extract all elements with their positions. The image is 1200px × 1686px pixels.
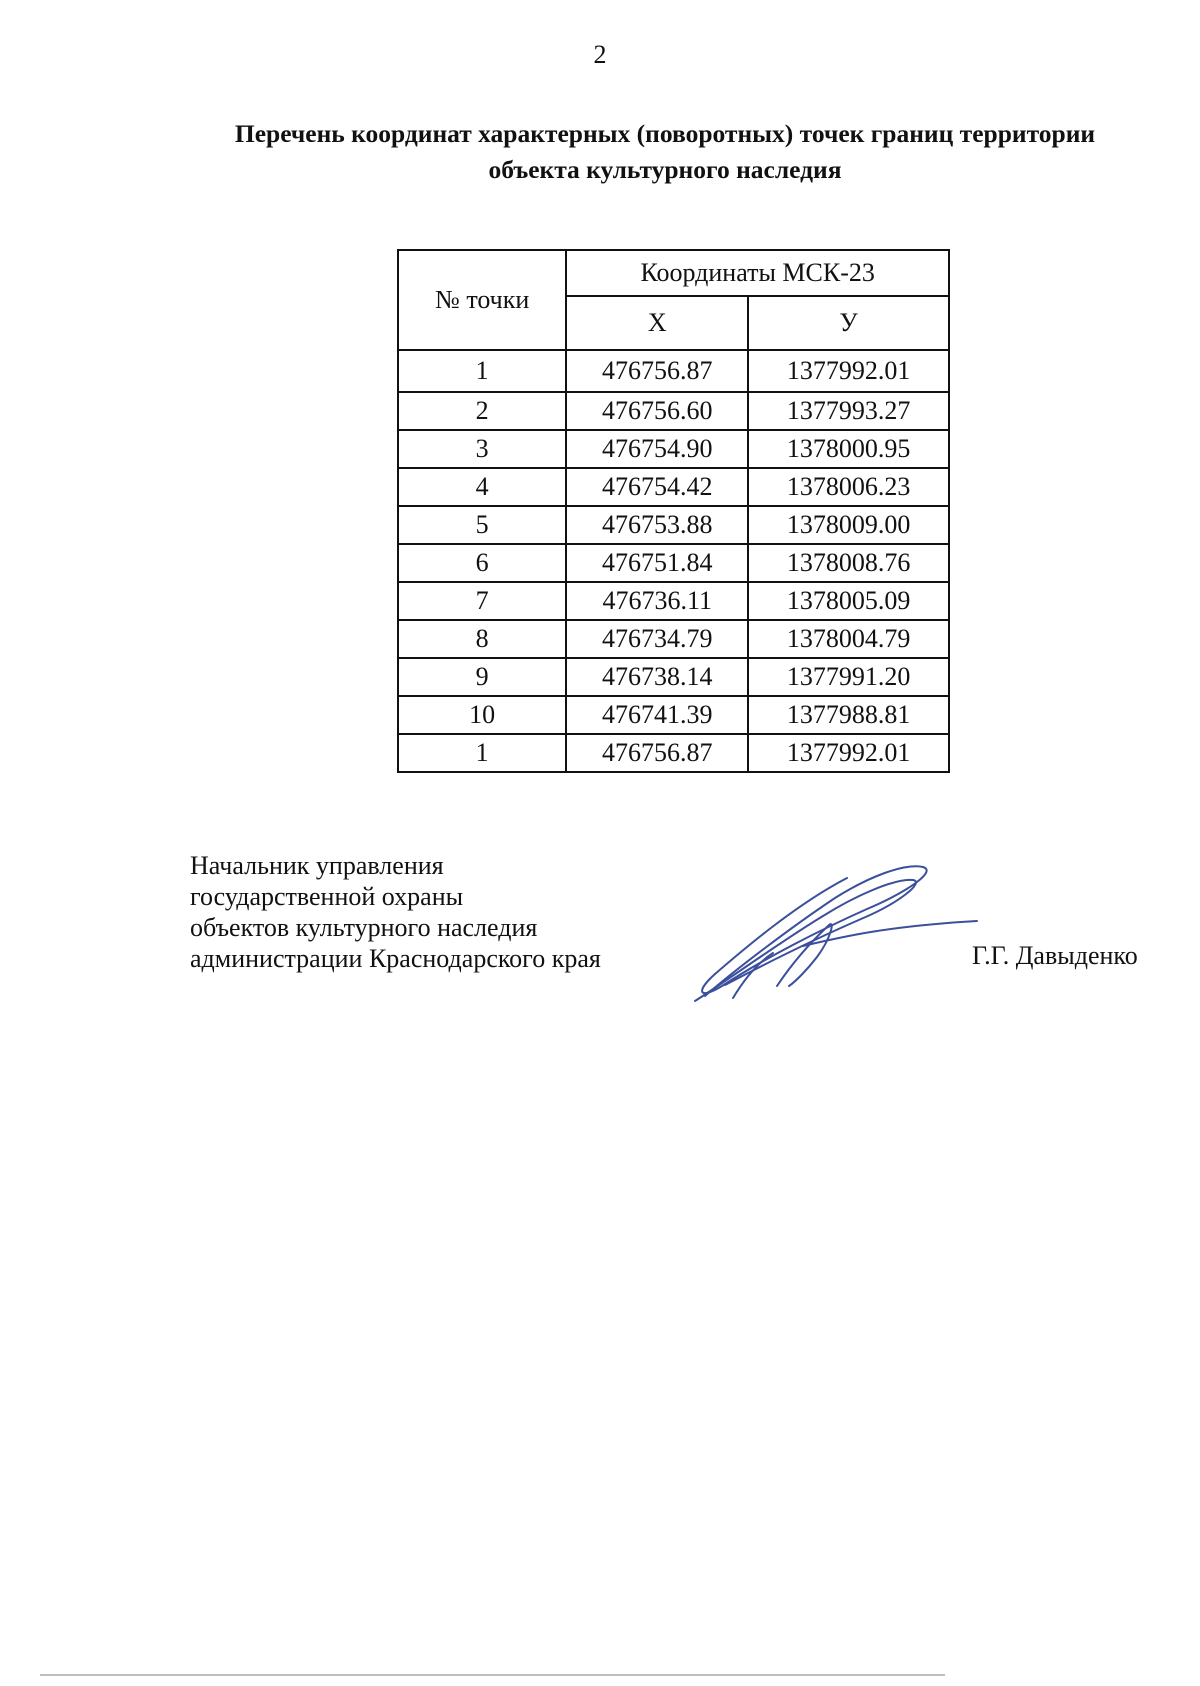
header-y: У (748, 296, 949, 350)
cell-point: 8 (398, 620, 566, 658)
cell-y: 1377993.27 (748, 392, 949, 430)
table-row (398, 734, 949, 772)
cell-y: 1378000.95 (748, 430, 949, 468)
table-row (398, 392, 949, 430)
header-point-number: № точки (398, 250, 566, 350)
cell-x: 476756.87 (566, 734, 748, 772)
cell-y: 1378009.00 (748, 506, 949, 544)
cell-x: 476734.79 (566, 620, 748, 658)
cell-x: 476736.11 (566, 582, 748, 620)
table-row (398, 582, 949, 620)
table-row (398, 430, 949, 468)
cell-y: 1377988.81 (748, 696, 949, 734)
cell-point: 9 (398, 658, 566, 696)
cell-x: 476738.14 (566, 658, 748, 696)
cell-x: 476753.88 (566, 506, 748, 544)
table-row (398, 506, 949, 544)
cell-point: 7 (398, 582, 566, 620)
cell-y: 1377992.01 (748, 350, 949, 392)
cell-point: 1 (398, 734, 566, 772)
table-row (398, 696, 949, 734)
document-title (150, 116, 1180, 188)
table-row (398, 350, 949, 392)
signatory-position-line: государственной охраны (190, 882, 464, 911)
header-x: Х (566, 296, 748, 350)
cell-point: 1 (398, 350, 566, 392)
header-coordinates-group: Координаты МСК-23 (566, 250, 949, 296)
cell-x: 476756.60 (566, 392, 748, 430)
cell-point: 6 (398, 544, 566, 582)
cell-x: 476754.42 (566, 468, 748, 506)
page-number: 2 (593, 40, 607, 69)
document-title-line-1: Перечень координат характерных (поворотных) точек границ территории (234, 119, 1096, 148)
document-title-line-2: объекта культурного наследия (488, 155, 842, 184)
cell-point: 4 (398, 468, 566, 506)
page-bottom-edge-line (40, 1674, 945, 1676)
table-row (398, 468, 949, 506)
table-row (398, 620, 949, 658)
cell-y: 1378005.09 (748, 582, 949, 620)
handwritten-signature (685, 858, 985, 1008)
cell-y: 1378008.76 (748, 544, 949, 582)
cell-x: 476754.90 (566, 430, 748, 468)
table-row (398, 544, 949, 582)
cell-y: 1377991.20 (748, 658, 949, 696)
cell-point: 2 (398, 392, 566, 430)
signatory-position-line: администрации Краснодарского края (190, 944, 601, 973)
cell-x: 476751.84 (566, 544, 748, 582)
cell-point: 5 (398, 506, 566, 544)
signatory-position (190, 850, 601, 974)
cell-y: 1377992.01 (748, 734, 949, 772)
cell-y: 1378006.23 (748, 468, 949, 506)
signatory-name: Г.Г. Давыденко (972, 941, 1138, 970)
cell-point: 3 (398, 430, 566, 468)
cell-y: 1378004.79 (748, 620, 949, 658)
coordinates-table (397, 249, 950, 773)
signatory-position-line: объектов культурного наследия (190, 913, 538, 942)
table-row (398, 658, 949, 696)
cell-x: 476756.87 (566, 350, 748, 392)
cell-x: 476741.39 (566, 696, 748, 734)
signatory-position-line: Начальник управления (190, 851, 444, 880)
cell-point: 10 (398, 696, 566, 734)
